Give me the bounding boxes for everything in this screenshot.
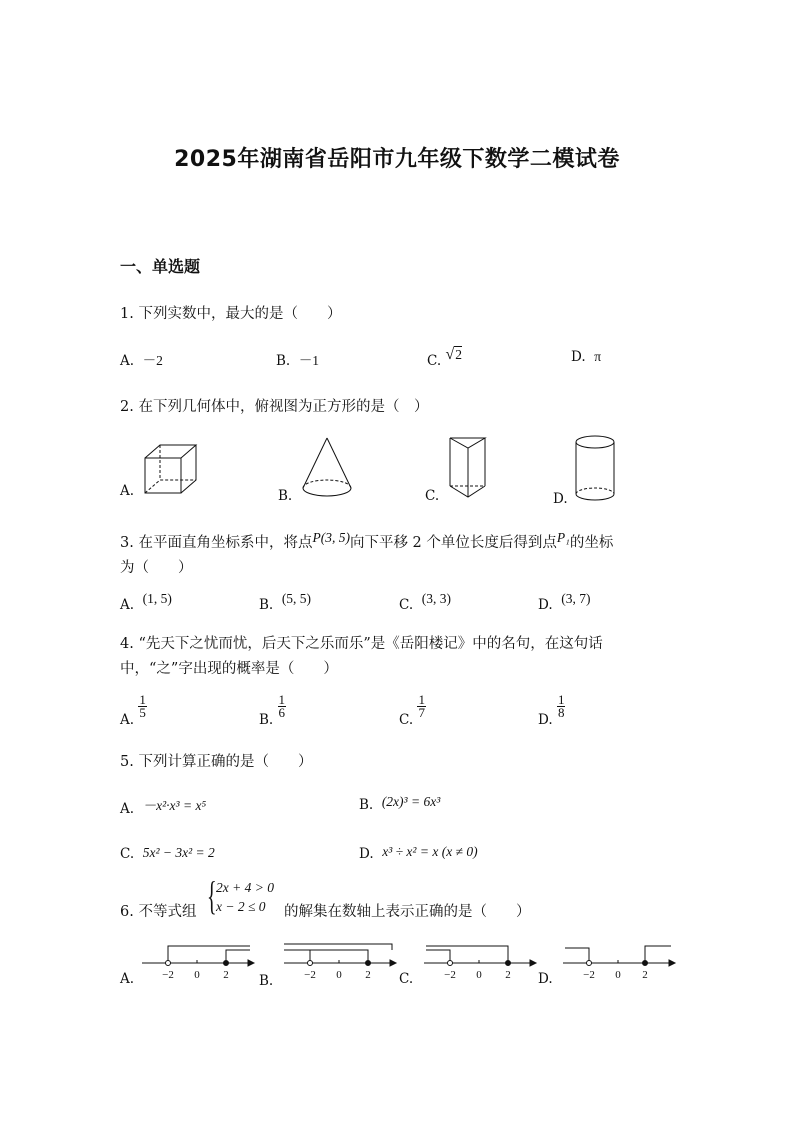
option-value: 2 [455,347,462,362]
number-line-b [282,940,397,985]
tick-label: −2 [162,969,174,981]
number-line-a [140,940,255,985]
q3-option-b[interactable] [259,591,312,613]
q4-option-d[interactable] [538,692,565,728]
point-p: P(3, 5) [312,530,350,545]
option-label: B. [359,797,374,813]
tick-label: −2 [304,969,316,981]
q4-option-b[interactable] [259,692,286,728]
question-1: 1. 下列实数中，最大的是（ ） [120,306,342,322]
q3-text-a: 3. 在平面直角坐标系中，将点 [120,535,313,551]
option-label: A. [120,353,135,369]
fraction [278,694,287,719]
fraction [557,694,566,719]
tick-label: 0 [194,969,200,981]
q2-option-c-label[interactable]: C. [425,488,440,504]
q6-option-c-label[interactable]: C. [399,971,414,987]
option-value: (3, 7) [561,591,591,606]
option-value: (3, 3) [421,591,451,606]
q1-option-b[interactable] [276,349,319,369]
question-3-line-2: 为（ ） [120,560,193,576]
option-label: A. [120,801,135,817]
option-label: D. [538,597,553,613]
q2-option-d-label[interactable]: D. [553,491,568,507]
q3-text-b: 向下平移 2 个单位长度后得到点 [349,535,557,551]
inequality-2: x − 2 ≤ 0 [216,899,266,914]
tick-label: 2 [642,969,648,981]
fraction [417,694,426,719]
question-3-line-1 [120,531,613,552]
option-label: C. [427,353,442,369]
question-4-line-2: 中，“之”字出现的概率是（ ） [120,661,338,677]
option-label: A. [120,597,135,613]
q6-option-b-label[interactable]: B. [259,973,274,989]
denominator: 7 [418,705,425,720]
tick-label: 2 [365,969,371,981]
q5-option-b[interactable] [359,794,441,813]
denominator: 6 [278,705,286,720]
q6-option-a-label[interactable]: A. [120,971,135,987]
numerator: 1 [139,692,146,707]
brace-icon: { [207,873,217,918]
option-label: D. [571,349,586,365]
numerator: 1 [557,692,565,707]
point-p1: P₁ [556,530,570,545]
question-4-line-1: 4. “先天下之忧而忧，后天下之乐而乐”是《岳阳楼记》中的名句，在这句话 [120,636,603,652]
question-6-text-b: 的解集在数轴上表示正确的是（ ） [284,904,531,920]
cube-icon [143,443,199,495]
option-value: －2 [142,353,163,368]
option-label: D. [538,712,553,728]
numerator: 1 [278,692,286,707]
denominator: 5 [139,705,146,720]
q1-option-c[interactable] [427,346,462,369]
option-value: x³ ÷ x² = x (x ≠ 0) [382,844,478,859]
q5-option-d[interactable] [359,846,478,862]
section-heading: 一、单选题 [120,257,201,276]
option-label: B. [259,712,274,728]
number-line-c [422,940,537,985]
option-value: (2x)³ = 6x³ [381,794,441,809]
tick-label: 0 [615,969,621,981]
question-5: 5. 下列计算正确的是（ ） [120,754,313,770]
option-label: C. [399,712,414,728]
q6-option-d-label[interactable]: D. [538,971,553,987]
tick-label: −2 [444,969,456,981]
tick-label: 2 [223,969,229,981]
q3-option-c[interactable] [399,591,451,613]
cylinder-icon [574,434,616,504]
tick-label: 0 [336,969,342,981]
q2-option-a-label[interactable]: A. [120,483,135,499]
q3-text-c: 的坐标 [569,535,614,551]
q1-option-d[interactable] [571,349,601,365]
option-value: π [594,349,602,364]
question-2: 2. 在下列几何体中，俯视图为正方形的是（ ） [120,399,429,415]
fraction [138,694,147,719]
sqrt-symbol: √ [445,346,455,363]
q2-option-b-label[interactable]: B. [278,488,293,504]
numerator: 1 [418,692,425,707]
tick-label: 2 [505,969,511,981]
page-title: 2025年湖南省岳阳市九年级下数学二模试卷 [174,147,620,172]
q5-option-c[interactable] [120,846,215,862]
option-value: －x²·x³ = x⁵ [142,798,207,813]
number-line-d [561,940,676,985]
option-label: D. [359,846,374,862]
question-6-text-a: 6. 不等式组 [120,904,197,920]
q4-option-a[interactable] [120,692,147,728]
q4-option-c[interactable] [399,692,426,728]
tick-label: 0 [476,969,482,981]
option-value: (5, 5) [281,591,312,606]
q3-option-a[interactable] [120,591,172,613]
option-label: B. [276,353,291,369]
inequality-1: 2x + 4 > 0 [216,880,274,895]
tick-label: −2 [583,969,595,981]
option-label: C. [399,597,414,613]
option-value: －1 [298,353,320,368]
option-label: B. [259,597,274,613]
q5-option-a[interactable] [120,797,206,817]
option-value: (1, 5) [142,591,172,606]
option-value: 5x² − 3x² = 2 [142,845,215,860]
denominator: 8 [557,705,565,720]
option-label: A. [120,712,135,728]
q3-option-d[interactable] [538,591,591,613]
q1-option-a[interactable] [120,349,163,369]
cone-icon [300,436,354,500]
triangular-prism-icon [448,436,488,500]
option-label: C. [120,846,135,862]
